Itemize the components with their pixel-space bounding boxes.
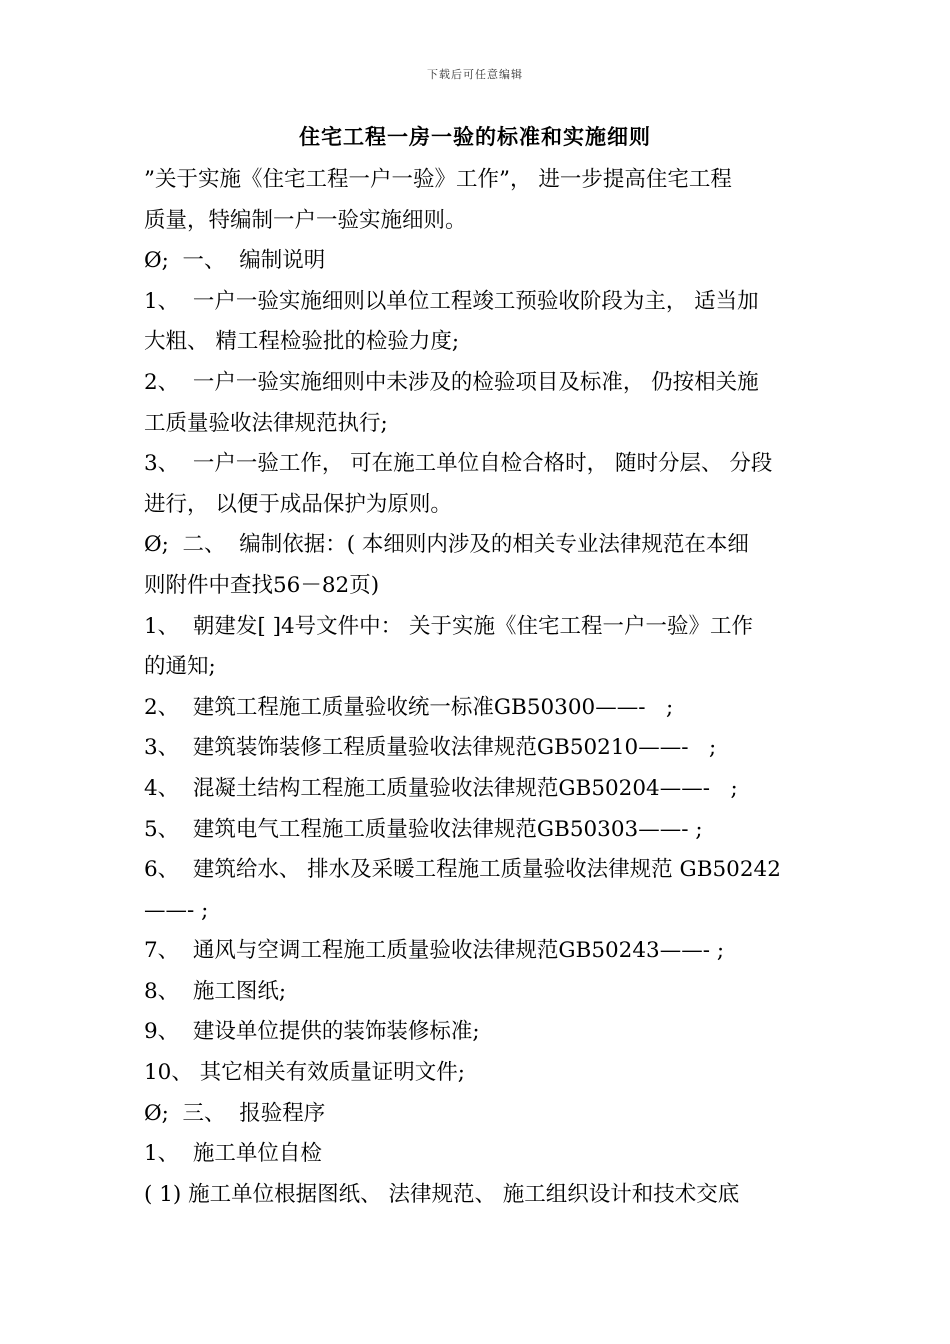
body-line: 2、 建筑工程施工质量验收统一标准GB50300——- ;	[144, 694, 674, 720]
body-line: 则附件中查找56－82页)	[144, 572, 380, 598]
body-line: 3、 一户一验工作， 可在施工单位自检合格时， 随时分层、 分段	[144, 451, 773, 477]
body-line: 1、 一户一验实施细则以单位工程竣工预验收阶段为主， 适当加	[144, 288, 759, 314]
body-line: 工质量验收法律规范执行;	[144, 410, 388, 436]
header-note: 下载后可任意编辑	[427, 68, 523, 81]
body-line: 6、 建筑给水、 排水及采暖工程施工质量验收法律规范 GB50242	[144, 857, 781, 883]
body-line: 大粗、 精工程检验批的检验力度;	[144, 329, 460, 355]
body-line: ——- ;	[144, 897, 209, 923]
body-line: 8、 施工图纸;	[144, 978, 287, 1004]
body-line: 1、 朝建发[ ]4号文件中： 关于实施《住宅工程一户一验》工作	[144, 613, 753, 639]
body-line: 质量，特编制一户一验实施细则。	[144, 207, 467, 233]
section-heading: Ø; 二、 编制依据：( 本细则内涉及的相关专业法律规范在本细	[144, 532, 749, 558]
body-line: 7、 通风与空调工程施工质量验收法律规范GB50243——- ;	[144, 938, 725, 964]
body-line: 1、 施工单位自检	[144, 1141, 322, 1167]
body-line: 9、 建设单位提供的装饰装修标准;	[144, 1019, 480, 1045]
body-line: 3、 建筑装饰装修工程质量验收法律规范GB50210——- ;	[144, 735, 717, 761]
section-heading: Ø; 三、 报验程序	[144, 1100, 326, 1126]
section-heading: Ø; 一、 编制说明	[144, 248, 326, 274]
body-line: 4、 混凝土结构工程施工质量验收法律规范GB50204——- ;	[144, 775, 738, 801]
body-line: 5、 建筑电气工程施工质量验收法律规范GB50303——- ;	[144, 816, 703, 842]
body-line: ”关于实施《住宅工程一户一验》工作”， 进一步提高住宅工程	[144, 167, 732, 192]
document-title: 住宅工程一房一验的标准和实施细则	[299, 124, 651, 149]
body-line: 2、 一户一验实施细则中未涉及的检验项目及标准， 仍按相关施	[144, 369, 759, 395]
body-line: 10、 其它相关有效质量证明文件;	[144, 1060, 465, 1086]
body-line: 进行， 以便于成品保护为原则。	[144, 491, 452, 517]
body-line: 的通知;	[144, 654, 216, 680]
document-body	[144, 160, 814, 1215]
body-line: ( 1) 施工单位根据图纸、 法律规范、 施工组织设计和技术交底	[144, 1181, 740, 1207]
